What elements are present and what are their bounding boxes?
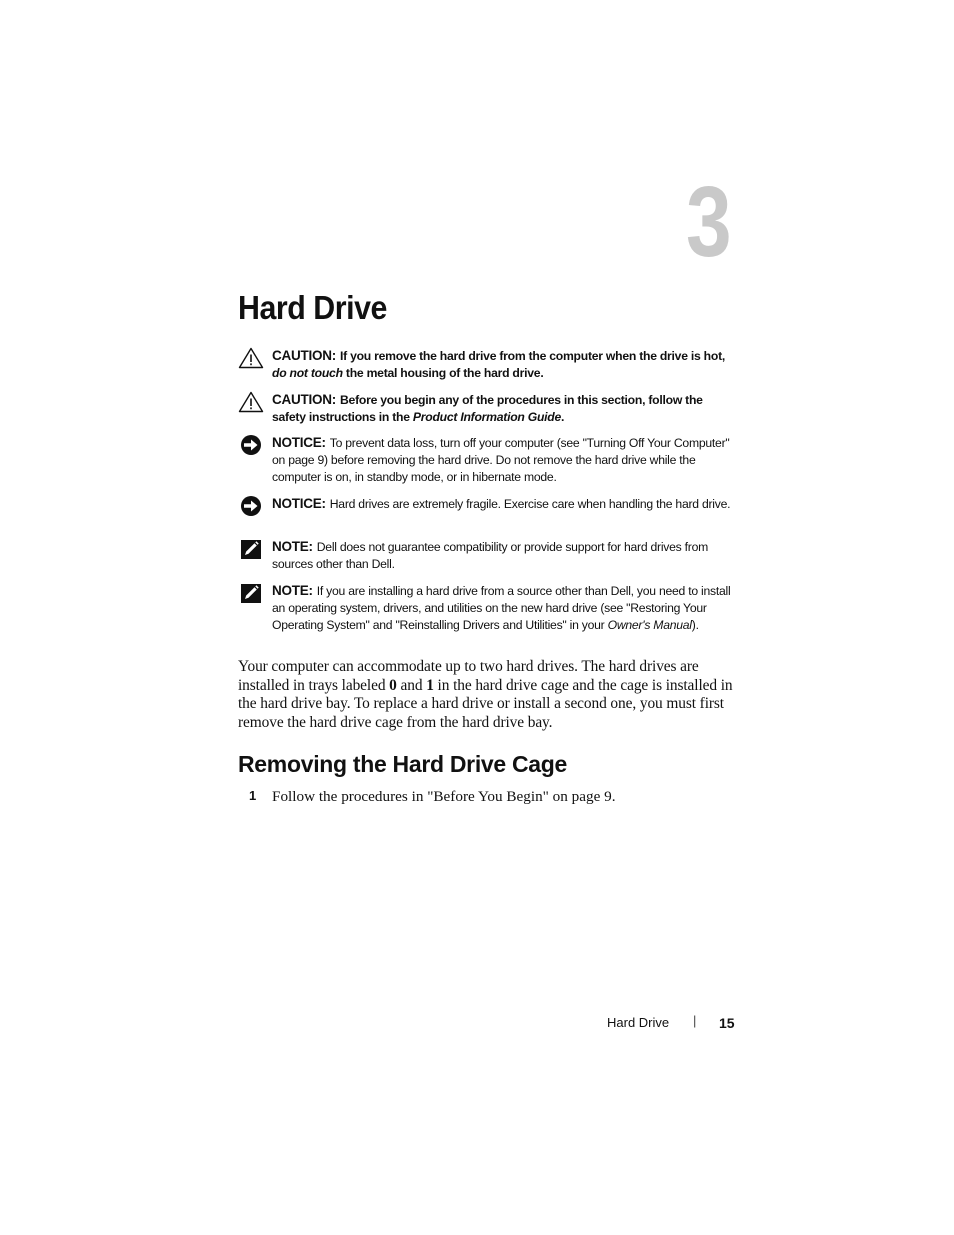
- alert-text-part: ).: [691, 618, 699, 632]
- note-alert: [238, 538, 738, 573]
- owners-manual-ref: Owner's Manual: [607, 618, 692, 632]
- footer-chapter-title: Hard Drive: [607, 1015, 670, 1030]
- notice-alert: [238, 495, 738, 513]
- tray-label-0: 0: [389, 676, 397, 694]
- note-pencil-icon: [238, 538, 264, 560]
- body-text-part: in the hard drive cage and the cage is installed in the hard drive bay. To replace a hard drive or install a second one, you must first remove the hard drive cage from the hard drive bay.: [238, 676, 733, 731]
- note-label: NOTE:: [272, 539, 313, 554]
- chapter-number: 3: [686, 166, 732, 278]
- tray-label-1: 1: [426, 676, 434, 694]
- alert-text-part: To prevent data loss, turn off your computer (see "Turning Off Your Computer" on page 9) before removing the hard drive. Do not remove the hard drive while the computer is on, in standby mode, or in hibernate mode.: [272, 436, 730, 484]
- caution-text: [272, 391, 738, 426]
- note-label: NOTE:: [272, 583, 313, 598]
- step-text: Follow the procedures in "Before You Begin" on page 9.: [272, 788, 616, 805]
- alert-text-part: .: [561, 410, 565, 424]
- notice-text: [272, 434, 738, 486]
- body-text-part: and: [396, 676, 427, 694]
- alert-text-part: Dell does not guarantee compatibility or provide support for hard drives from sources other than Dell.: [272, 540, 709, 571]
- step-number: 1: [249, 788, 257, 803]
- alert-text-part: Before you begin any of the procedures in this section, follow the safety instructions in the: [272, 393, 703, 424]
- body-paragraph: [238, 658, 738, 732]
- chapter-title: Hard Drive: [238, 289, 387, 326]
- note-alert: [238, 582, 738, 634]
- note-text: [272, 538, 738, 573]
- caution-text: [272, 347, 738, 382]
- warning-triangle-icon: [238, 347, 264, 369]
- note-pencil-icon: [238, 582, 264, 604]
- notice-label: NOTICE:: [272, 496, 326, 511]
- caution-alert: [238, 347, 738, 382]
- body-text-part: Your computer can accommodate up to two hard drives. The hard drives are installed in trays labeled: [238, 658, 699, 694]
- notice-arrow-icon: [238, 434, 264, 456]
- alert-emphasis: do not touch: [272, 366, 343, 380]
- notice-text: [272, 495, 738, 513]
- caution-label: CAUTION:: [272, 392, 336, 407]
- notice-alert: [238, 434, 738, 486]
- product-information-guide-ref: Product Information Guide: [412, 410, 562, 424]
- note-text: [272, 582, 738, 634]
- warning-triangle-icon: [238, 391, 264, 413]
- page-number: 15: [719, 1015, 735, 1031]
- alert-text-part: If you are installing a hard drive from a source other than Dell, you need to install an operating system, drivers, and utilities on the new hard drive (see "Restoring Your Operating System" and "Reinstalling Drivers and Utilities" in your: [272, 584, 731, 632]
- caution-alert: [238, 391, 738, 426]
- section-heading: Removing the Hard Drive Cage: [238, 751, 568, 777]
- notice-arrow-icon: [238, 495, 264, 517]
- caution-label: CAUTION:: [272, 348, 336, 363]
- footer-separator: |: [693, 1013, 697, 1028]
- notice-label: NOTICE:: [272, 435, 326, 450]
- alert-text-part: the metal housing of the hard drive.: [342, 366, 544, 380]
- procedure-step: [249, 788, 616, 805]
- alert-text-part: If you remove the hard drive from the computer when the drive is hot,: [340, 349, 726, 363]
- alert-text-part: Hard drives are extremely fragile. Exercise care when handling the hard drive.: [329, 497, 731, 511]
